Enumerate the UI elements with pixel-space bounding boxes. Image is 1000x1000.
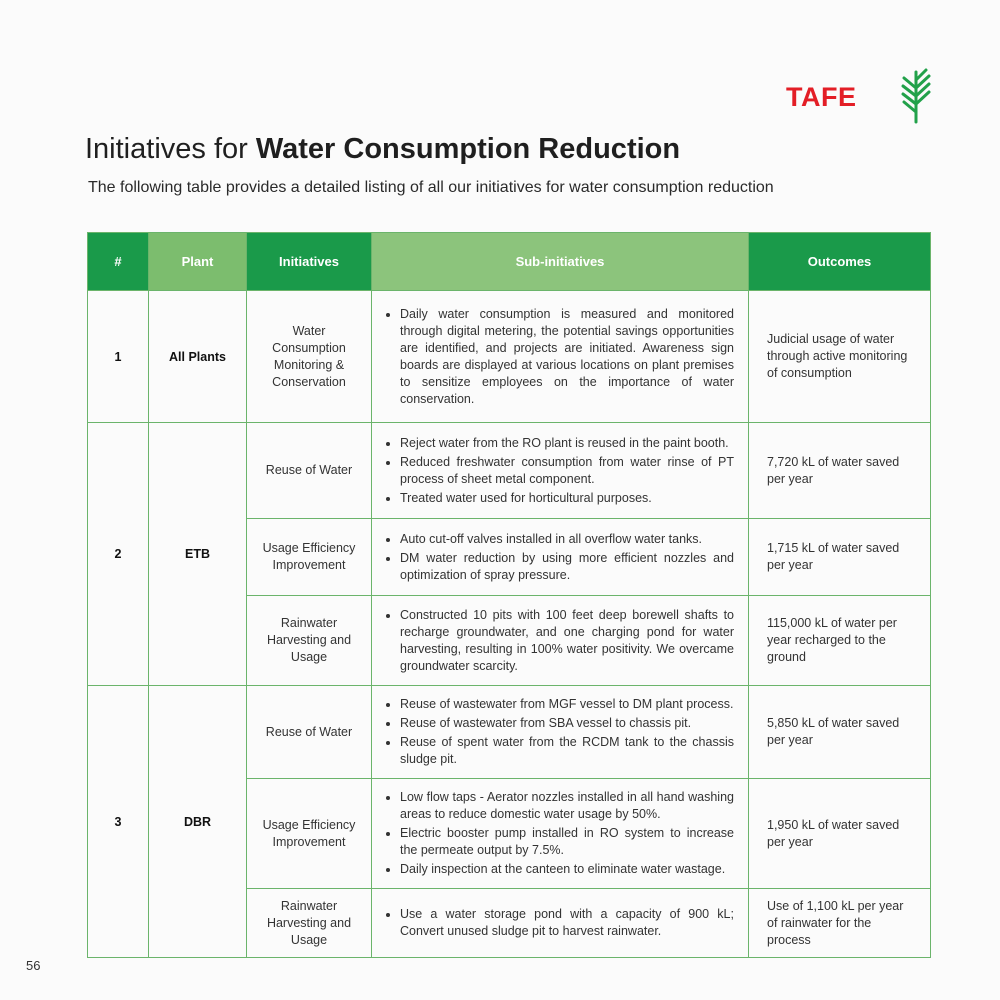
- sub-initiatives-cell: [372, 423, 749, 519]
- sub-initiatives-cell: [372, 779, 749, 889]
- header-sub-initiatives: Sub-initiatives: [372, 233, 749, 291]
- initiative-cell: Water Consumption Monitoring & Conservation: [247, 291, 372, 423]
- sub-initiative-item: • Treated water used for horticultural purposes.: [400, 490, 734, 507]
- initiative-cell: Reuse of Water: [247, 686, 372, 779]
- plant-name: All Plants: [149, 291, 247, 423]
- table-row: [88, 423, 931, 519]
- outcome-cell: 7,720 kL of water saved per year: [749, 423, 931, 519]
- table-header-row: [88, 233, 931, 291]
- title-bold: Water Consumption Reduction: [255, 133, 681, 165]
- table-row: [88, 291, 931, 423]
- sub-initiative-item: • Reuse of spent water from the RCDM tank to the chassis sludge pit.: [400, 734, 734, 768]
- sub-initiatives-cell: [372, 291, 749, 423]
- initiative-cell: Rainwater Harvesting and Usage: [247, 889, 372, 958]
- initiative-cell: Rainwater Harvesting and Usage: [247, 596, 372, 686]
- header-outcomes: Outcomes: [749, 233, 931, 291]
- initiative-cell: Usage Efficiency Improvement: [247, 779, 372, 889]
- plant-name: DBR: [149, 686, 247, 958]
- outcome-cell: 5,850 kL of water saved per year: [749, 686, 931, 779]
- sub-initiative-item: • Daily water consumption is measured and monitored through digital metering, the potential savings opportunities are identified, and projects are initiated. Awareness sign boards are displayed at various locations on plant premises to sensitize employees on the importance of water conservation.: [400, 306, 734, 408]
- sub-initiative-item: • Constructed 10 pits with 100 feet deep borewell shafts to recharge groundwater, and one charging pond for water harvesting, resulting in 100% water positivity. We overcame groundwater scarcity.: [400, 607, 734, 675]
- sub-initiative-item: • Reuse of wastewater from MGF vessel to DM plant process.: [400, 696, 734, 713]
- tafe-logo: [786, 66, 936, 126]
- page-number: 56: [26, 958, 41, 973]
- sub-initiative-item: • Reject water from the RO plant is reused in the paint booth.: [400, 435, 734, 452]
- outcome-cell: Judicial usage of water through active monitoring of consumption: [749, 291, 931, 423]
- sub-initiative-item: • Reduced freshwater consumption from water rinse of PT process of sheet metal component.: [400, 454, 734, 488]
- outcome-cell: 1,715 kL of water saved per year: [749, 519, 931, 596]
- initiative-cell: Usage Efficiency Improvement: [247, 519, 372, 596]
- plant-name: ETB: [149, 423, 247, 686]
- outcome-cell: 115,000 kL of water per year recharged to the ground: [749, 596, 931, 686]
- sub-initiatives-cell: [372, 686, 749, 779]
- table-row: [88, 686, 931, 779]
- logo-text: TAFE: [786, 82, 857, 112]
- row-number: 2: [88, 423, 149, 686]
- outcome-cell: 1,950 kL of water saved per year: [749, 779, 931, 889]
- title-prefix: Initiatives for: [85, 133, 256, 165]
- sub-initiative-item: • Reuse of wastewater from SBA vessel to chassis pit.: [400, 715, 734, 732]
- sub-initiatives-cell: [372, 889, 749, 958]
- sub-initiative-item: • Electric booster pump installed in RO system to increase the permeate output by 7.5%.: [400, 825, 734, 859]
- page-title: [85, 133, 680, 166]
- leaf-emblem-icon: [900, 66, 932, 124]
- row-number: 3: [88, 686, 149, 958]
- initiative-cell: Reuse of Water: [247, 423, 372, 519]
- sub-initiative-item: • Use a water storage pond with a capacity of 900 kL; Convert unused sludge pit to harvest rainwater.: [400, 906, 734, 940]
- page-subtitle: The following table provides a detailed listing of all our initiatives for water consumption reduction: [88, 179, 774, 196]
- row-number: 1: [88, 291, 149, 423]
- header-num: #: [88, 233, 149, 291]
- sub-initiative-item: • Daily inspection at the canteen to eliminate water wastage.: [400, 861, 734, 878]
- sub-initiatives-cell: [372, 596, 749, 686]
- outcome-cell: Use of 1,100 kL per year of rainwater for the process: [749, 889, 931, 958]
- sub-initiative-item: • DM water reduction by using more efficient nozzles and optimization of spray pressure.: [400, 550, 734, 584]
- sub-initiative-item: • Auto cut-off valves installed in all overflow water tanks.: [400, 531, 734, 548]
- sub-initiative-item: • Low flow taps - Aerator nozzles installed in all hand washing areas to reduce domestic water usage by 50%.: [400, 789, 734, 823]
- header-plant: Plant: [149, 233, 247, 291]
- header-initiatives: Initiatives: [247, 233, 372, 291]
- initiatives-table: [87, 232, 931, 958]
- sub-initiatives-cell: [372, 519, 749, 596]
